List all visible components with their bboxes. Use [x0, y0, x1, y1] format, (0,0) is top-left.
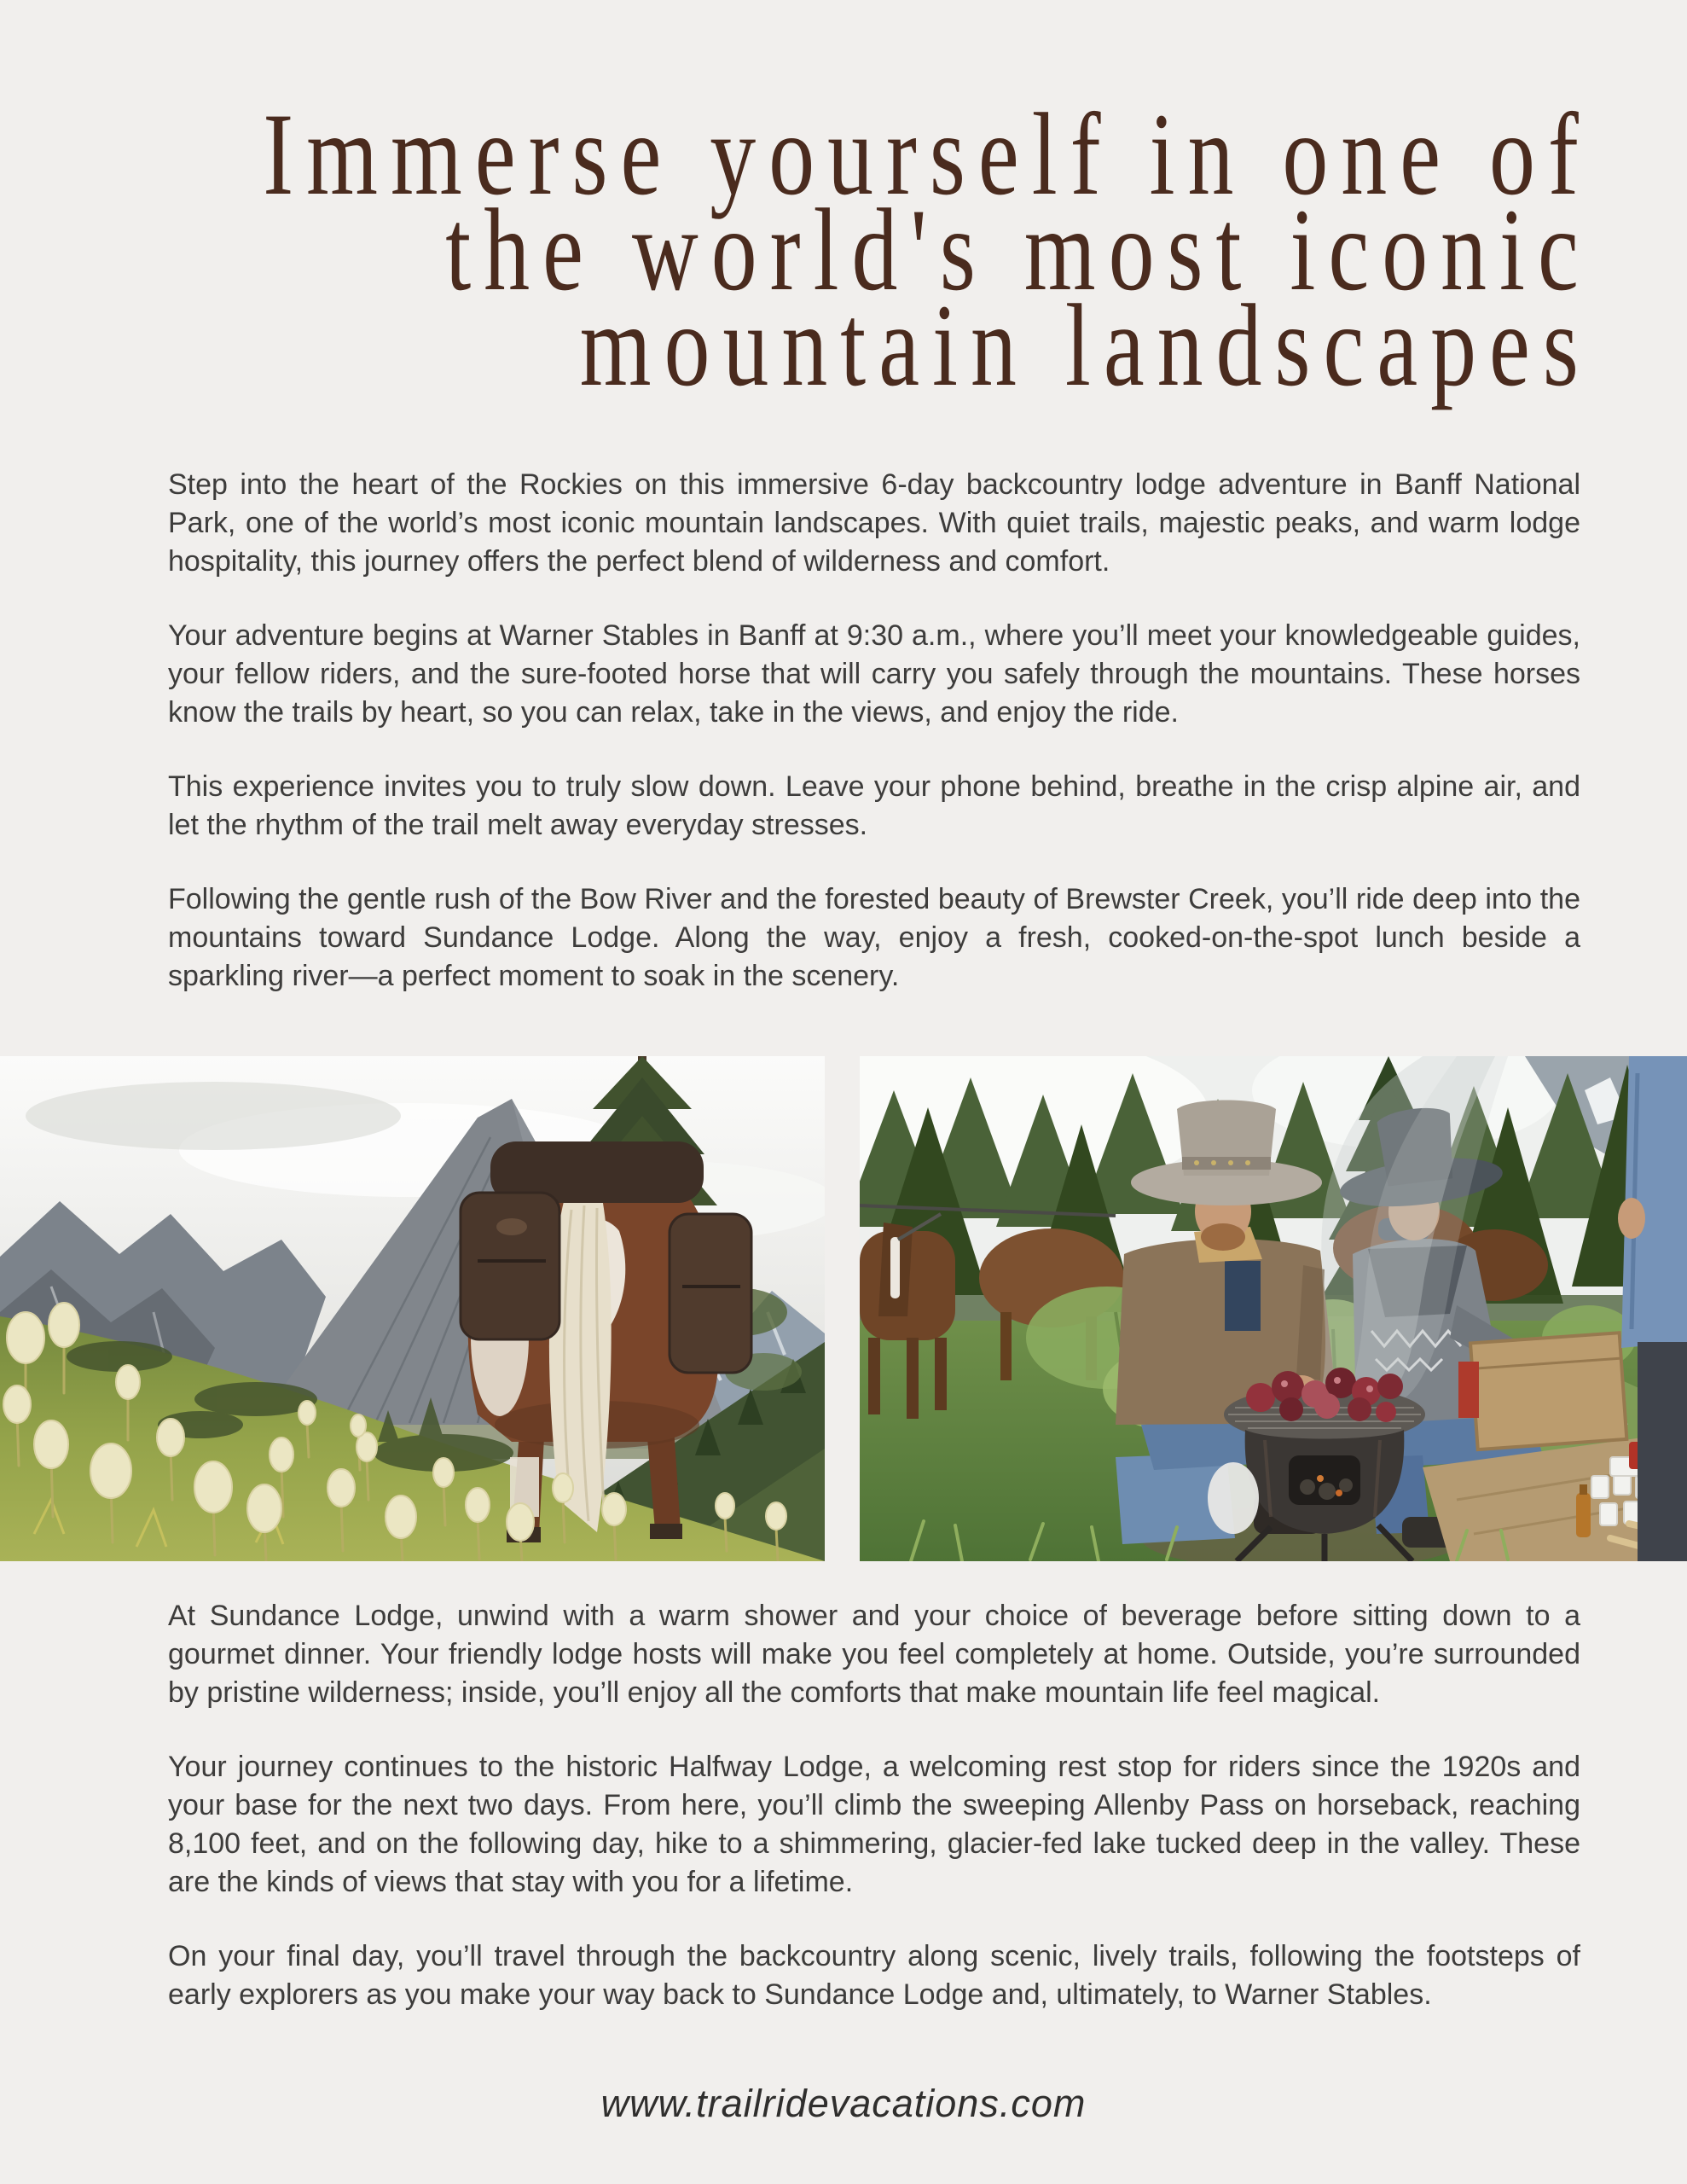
mountain-horse-illustration — [0, 1056, 825, 1561]
page-title — [0, 89, 1591, 410]
page-title-line-3: mountain landscapes — [579, 280, 1591, 410]
paragraph-slow-down: This experience invites you to truly slow down. Leave your phone behind, breathe in the crisp alpine air, and let the rhythm of the trail melt away everyday stresses. — [168, 770, 1580, 841]
footer — [0, 2078, 1687, 2129]
campfire-cooking-illustration — [860, 1056, 1687, 1561]
paragraph-start: Your adventure begins at Warner Stables in Banff at 9:30 a.m., where you’ll meet your knowledgeable guides, your fellow riders, and the sure-footed horse that will carry you safely through the mountains. These horses know the trails by heart, so you can relax, take in the views, and enjoy the ride. — [168, 619, 1580, 729]
paragraph-bow-river: Following the gentle rush of the Bow River and the forested beauty of Brewster Creek, you’ll ride deep into the mountains toward Sundance Lodge. Along the way, enjoy a fresh, cooked-on-the-spot lunch beside a sparkling river—a perfect moment to soak in the scenery. — [168, 883, 1580, 992]
paragraph-sundance-lodge: At Sundance Lodge, unwind with a warm shower and your choice of beverage before sitting down to a gourmet dinner. Your friendly lodge hosts will make you feel completely at home. Outside, you’re surrounded by pristine wilderness; inside, you’ll enjoy all the comforts that make mountain life feel magical. — [168, 1600, 1580, 1709]
paragraph-overview: Step into the heart of the Rockies on this immersive 6-day backcountry lodge adventure in Banff National Park, one of the world’s most iconic mountain landscapes. With quiet trails, majestic peaks, and warm lodge hospitality, this journey offers the perfect blend of wilderness and comfort. — [168, 468, 1580, 578]
page-title-line-1: Immerse yourself in one of — [263, 89, 1591, 219]
photo-mountain-horse — [0, 1056, 825, 1561]
page-title-line-2: the world's most iconic — [445, 184, 1591, 315]
intro-section — [168, 466, 1580, 996]
paragraph-final-day: On your final day, you’ll travel through the backcountry along scenic, lively trails, following the footsteps of early explorers as you make your way back to Sundance Lodge and, ultimately, to Warner Stables. — [168, 1940, 1580, 2011]
photo-campfire-cooking — [860, 1056, 1687, 1561]
paragraph-halfway-lodge: Your journey continues to the historic Halfway Lodge, a welcoming rest stop for riders since the 1920s and your base for the next two days. From here, you’ll climb the sweeping Allenby Pass on horseback, reaching 8,100 feet, and on the following day, hike to a shimmering, glacier-fed lake tucked deep in the valley. These are the kinds of views that stay with you for a lifetime. — [168, 1751, 1580, 1898]
details-section — [168, 1597, 1580, 2014]
website-link[interactable]: www.trailridevacations.com — [600, 2082, 1087, 2125]
